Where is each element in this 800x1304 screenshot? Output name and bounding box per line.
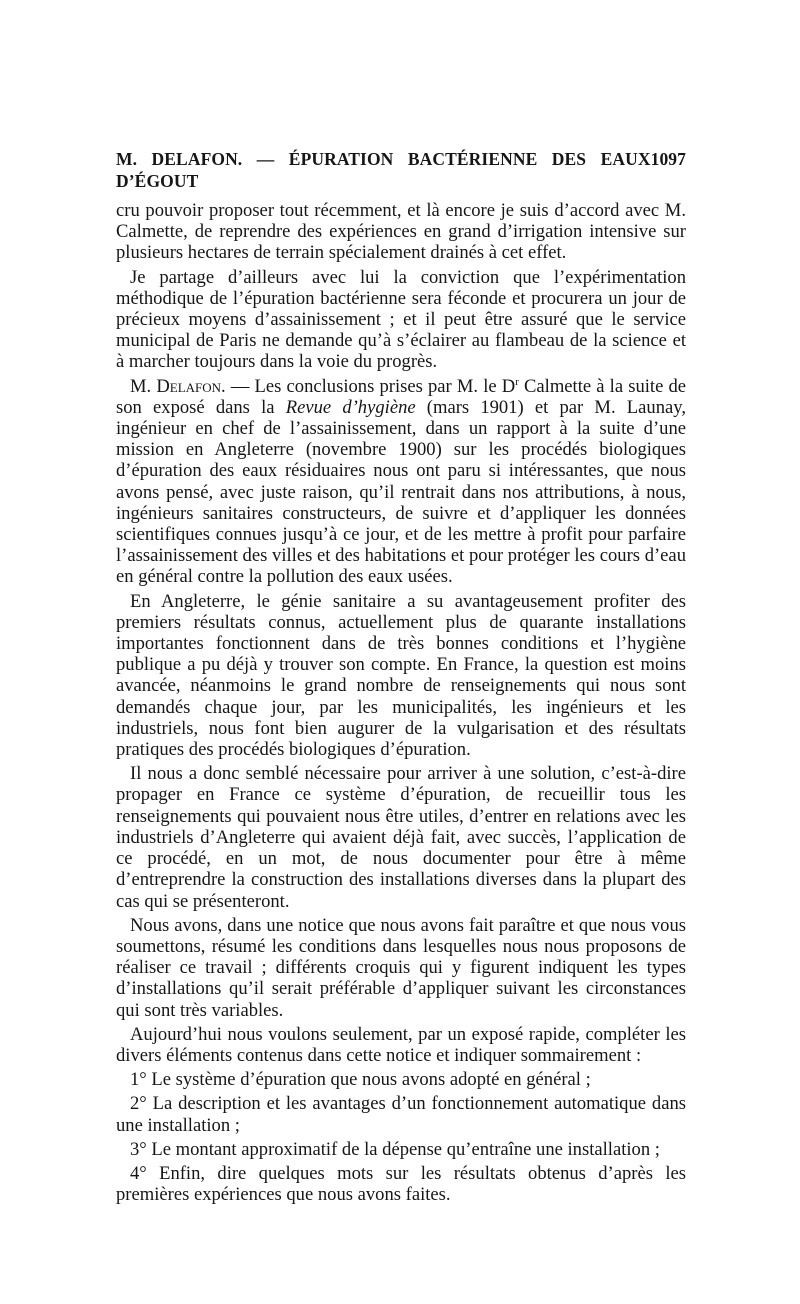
paragraph-2: Je partage d’ailleurs avec lui la conviction que l’expérimentation méthodique de l’épuration bactérienne sera féconde et procurera un jour de précieux moyens d’assainissement ; et il peut être assuré que le service municipal de Paris ne demande qu’à s’éclairer au flambeau de la science et à marcher toujours dans la voie du progrès. xyxy=(116,266,686,373)
paragraph-6: Nous avons, dans une notice que nous avons fait paraître et que nous vous soumettons, résumé les conditions dans lesquelles nous nous proposons de réaliser ce travail ; différents croquis qui y figurent indiquent les types d’installations qu’il serait préférable d’appliquer suivant les circonstances qui sont très variables. xyxy=(116,914,686,1021)
paragraph-5: Il nous a donc semblé nécessaire pour arriver à une solution, c’est-à-dire propager en France ce système d’épuration, de recueillir tous les renseignements qui pouvaient nous être utiles, d’entrer en relations avec les industriels d’Angleterre qui avaient déjà fait, avec succès, l’application de ce procédé, en un mot, de nous documenter pour être à même d’entreprendre la construction des installations diverses dans la plupart des cas qui se présenteront. xyxy=(116,763,686,912)
running-title: M. DELAFON. — ÉPURATION BACTÉRIENNE DES EAUX D’ÉGOUT xyxy=(116,149,651,191)
paragraph-1: cru pouvoir proposer tout récemment, et là encore je suis d’accord avec M. Calmette, de reprendre des expériences en grand d’irrigation intensive sur plusieurs hectares de terrain spécialement drainés à cet effet. xyxy=(116,200,686,264)
paragraph-3-part-b: Calmette à la suite de son exposé dans la xyxy=(116,375,687,418)
paragraph-7: Aujourd’hui nous voulons seulement, par un exposé rapide, compléter les divers éléments contenus dans cette notice et indiquer sommairement : xyxy=(116,1023,686,1066)
page-number: 1097 xyxy=(650,149,686,169)
paragraph-3-part-c: (mars 1901) et par M. Launay, ingénieur en chef de l’assainissement, dans un rapport à la suite d’une mission en Angleterre (novembre 1900) sur les procédés biologiques d’épuration des eaux résiduaires nous ont paru si intéressantes, que nous avons pensé, avec juste raison, qu’il rentrait dans nos attributions, à nous, ingénieurs sanitaires constructeurs, de suivre et d’appliquer les données scientifiques connues jusqu’à ce jour, et de les mettre à profit pour parfaire l’assainissement des villes et des habitations et pour protéger les cours d’eau en général contre la pollution des eaux usées. xyxy=(116,396,686,588)
list-item-1: 1° Le système d’épuration que nous avons adopté en général ; xyxy=(130,1069,591,1091)
list-item-3: 3° Le montant approximatif de la dépense qu’entraîne une installation ; xyxy=(130,1138,660,1160)
speaker-name: M. Delafon. xyxy=(130,375,226,397)
page xyxy=(116,148,686,1205)
list-item-2: 2° La description et les avantages d’un fonctionnement automatique dans une installation ; xyxy=(116,1093,686,1136)
doctor-abbrev-sup: r xyxy=(515,375,519,388)
list-item-4: 4° Enfin, dire quelques mots sur les résultats obtenus d’après les premières expériences que nous avons faites. xyxy=(116,1162,686,1206)
paragraph-3 xyxy=(116,376,686,588)
running-head xyxy=(116,148,686,192)
paragraph-4: En Angleterre, le génie sanitaire a su avantageusement profiter des premiers résultats connus, actuellement plus de quarante installations importantes fonctionnent dans de très bonnes conditions et l’hygiène publique a pu déjà y trouver son compte. En France, la question est moins avancée, néanmoins le grand nombre de renseignements qui nous sont demandés chaque jour, par les municipalités, les ingénieurs et les industriels, nous font bien augurer de la vulgarisation et des résultats pratiques des procédés biologiques d’épuration. xyxy=(116,590,686,761)
paragraph-3-part-a: — Les conclusions prises par M. le D xyxy=(225,375,516,397)
journal-title: Revue d’hygiène xyxy=(285,396,416,418)
